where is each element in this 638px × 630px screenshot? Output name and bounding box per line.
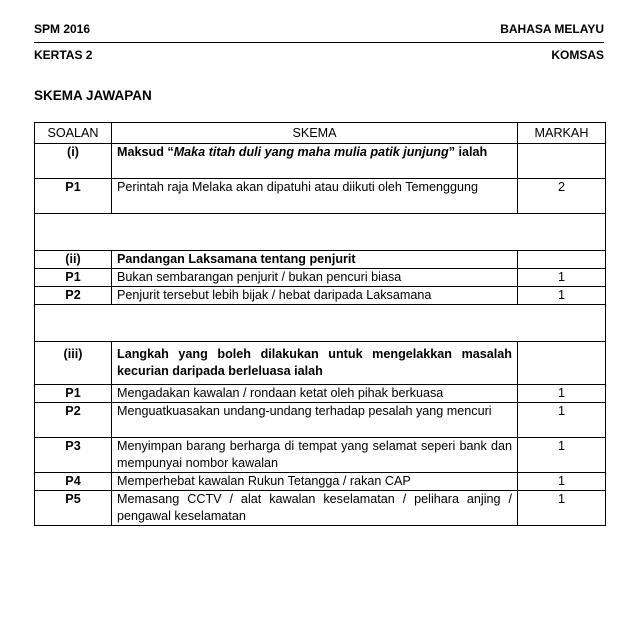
header-rule (34, 42, 604, 43)
answer-text: Perintah raja Melaka akan dipatuhi atau diikuti oleh Temenggung (112, 179, 518, 214)
answer-text: Penjurit tersebut lebih bijak / hebat daripada Laksamana (112, 287, 518, 305)
answer-text: Mengadakan kawalan / rondaan ketat oleh pihak berkuasa (112, 385, 518, 403)
answer-mark: 2 (518, 179, 606, 214)
answer-mark: 1 (518, 403, 606, 438)
question-text-prefix: Maksud “ (117, 145, 174, 159)
answer-mark: 1 (518, 385, 606, 403)
answer-mark: 1 (518, 473, 606, 491)
question-row (35, 144, 606, 179)
table-row (35, 473, 606, 491)
answer-text: Bukan sembarangan penjurit / bukan pencuri biasa (112, 269, 518, 287)
answer-table (34, 122, 606, 526)
answer-text: Menguatkuasakan undang-undang terhadap pesalah yang mencuri (112, 403, 518, 438)
section-label: KOMSAS (551, 48, 604, 62)
subject-label: BAHASA MELAYU (500, 22, 604, 36)
answer-mark: 1 (518, 269, 606, 287)
table-row (35, 491, 606, 526)
table-row (35, 179, 606, 214)
table-row (35, 269, 606, 287)
answer-code: P3 (35, 438, 112, 473)
question-code: (ii) (35, 251, 112, 269)
question-mark-cell (518, 342, 606, 385)
table-header-row (35, 123, 606, 144)
paper-label: KERTAS 2 (34, 48, 93, 62)
answer-code: P2 (35, 403, 112, 438)
table-row (35, 438, 606, 473)
column-header-skema: SKEMA (112, 123, 518, 144)
answer-text: Menyimpan barang berharga di tempat yang selamat seperi bank dan mempunyai nombor kawalan (112, 438, 518, 473)
question-mark-cell (518, 144, 606, 179)
question-text: Pandangan Laksamana tentang penjurit (112, 251, 518, 269)
question-code: (iii) (35, 342, 112, 385)
page-title: SKEMA JAWAPAN (34, 88, 152, 103)
question-text (112, 144, 518, 179)
answer-code: P1 (35, 385, 112, 403)
answer-mark: 1 (518, 287, 606, 305)
question-row (35, 251, 606, 269)
question-text-quote: Maka titah duli yang maha mulia patik junjung (173, 145, 449, 159)
column-header-markah: MARKAH (518, 123, 606, 144)
question-code: (i) (35, 144, 112, 179)
answer-code: P5 (35, 491, 112, 526)
answer-code: P2 (35, 287, 112, 305)
question-text-suffix: ” ialah (448, 145, 488, 159)
table-row (35, 385, 606, 403)
answer-text: Memperhebat kawalan Rukun Tetangga / rakan CAP (112, 473, 518, 491)
answer-code: P1 (35, 179, 112, 214)
question-row (35, 342, 606, 385)
table-row (35, 287, 606, 305)
column-header-soalan: SOALAN (35, 123, 112, 144)
exam-label: SPM 2016 (34, 22, 91, 36)
answer-text: Memasang CCTV / alat kawalan keselamatan / pelihara anjing / pengawal keselamatan (112, 491, 518, 526)
spacer-row (35, 214, 606, 251)
question-mark-cell (518, 251, 606, 269)
spacer-row (35, 305, 606, 342)
table-row (35, 403, 606, 438)
answer-mark: 1 (518, 438, 606, 473)
answer-mark: 1 (518, 491, 606, 526)
question-text: Langkah yang boleh dilakukan untuk mengelakkan masalah kecurian daripada berleluasa ialah (112, 342, 518, 385)
answer-code: P4 (35, 473, 112, 491)
answer-code: P1 (35, 269, 112, 287)
